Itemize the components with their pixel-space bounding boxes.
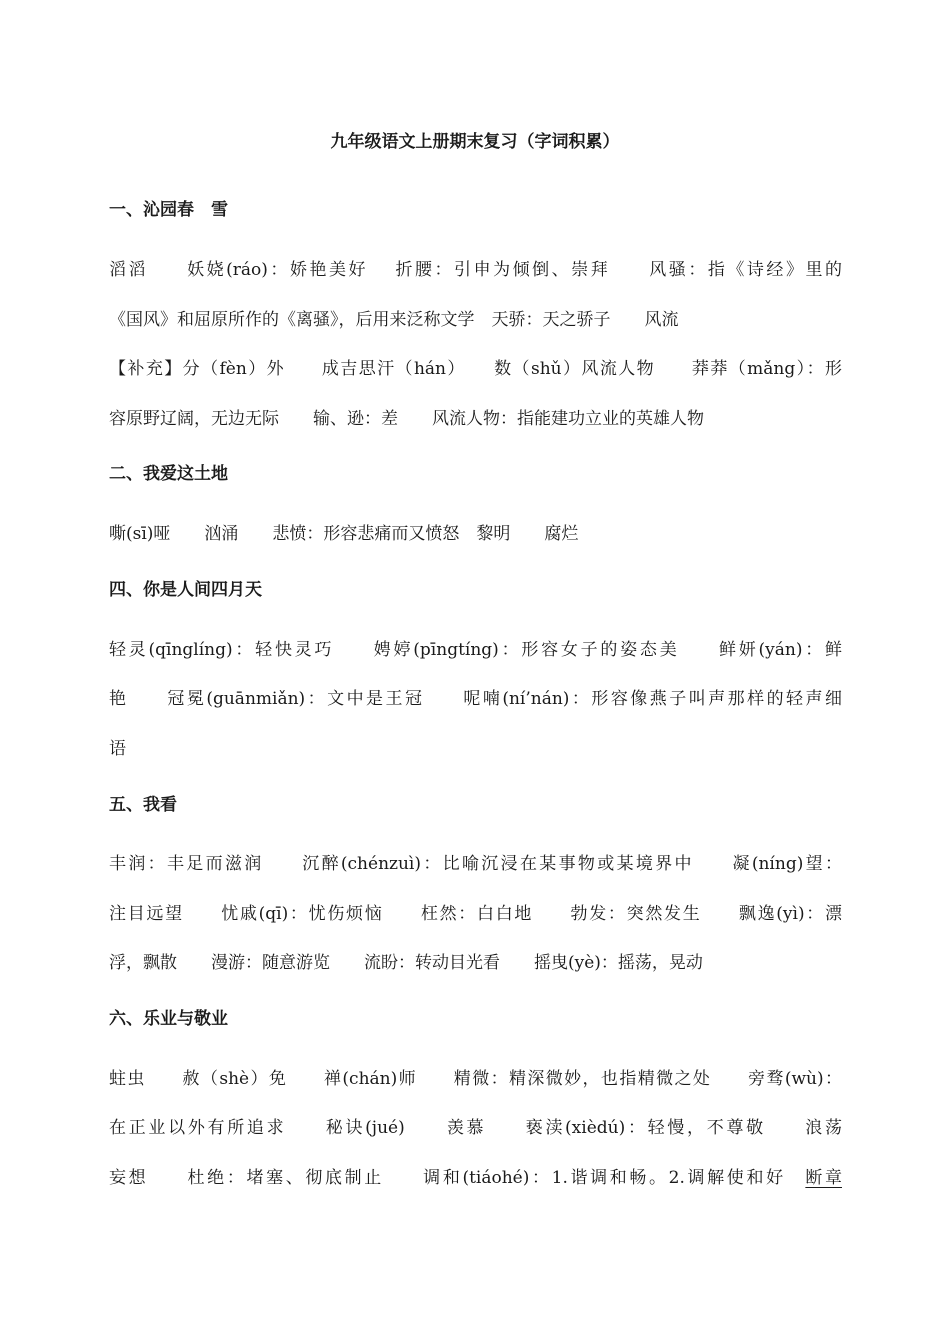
- underlined-term: 断章: [805, 1168, 842, 1188]
- section-heading: 二、我爱这土地: [109, 464, 228, 484]
- text-line: 艳 冠冕(guānmiǎn)：文中是王冠 呢喃(ní’nán)：形容像燕子叫声那样的轻声细: [109, 689, 842, 709]
- text-line: 轻灵(qīnglíng)：轻快灵巧 娉婷(pīngtíng)：形容女子的姿态美 鲜妍(yán)：鲜: [109, 640, 842, 660]
- text-line: 滔滔 妖娆(ráo)：娇艳美好 折腰：引申为倾倒、崇拜 风骚：指《诗经》里的: [109, 260, 842, 280]
- text-line: [109, 1166, 842, 1190]
- text-line: 注目远望 忧戚(qī)：忧伤烦恼 枉然：白白地 勃发：突然发生 飘逸(yì)：漂: [109, 904, 842, 924]
- text-line: 丰润：丰足而滋润 沉醉(chénzuì)：比喻沉浸在某事物或某境界中 凝(níng)望：: [109, 854, 842, 874]
- text-line: 【补充】分（fèn）外 成吉思汗（hán） 数（shǔ）风流人物 莽莽（mǎng）：形: [109, 359, 842, 379]
- text-line: 语: [109, 739, 126, 759]
- text-line: 蛀虫 赦（shè）免 禅(chán)师 精微：精深微妙，也指精微之处 旁骛(wù)：: [109, 1069, 842, 1089]
- text-line-body: 妄想 杜绝：堵塞、彻底制止 调和(tiáohé)：1.谐调和畅。2.调解使和好: [109, 1168, 806, 1188]
- text-line: 在正业以外有所追求 秘诀(jué) 羡慕 亵渎(xièdú)：轻慢，不尊敬 浪荡: [109, 1118, 842, 1138]
- text-line: 浮，飘散 漫游：随意游览 流盼：转动目光看 摇曳(yè)：摇荡，晃动: [109, 953, 703, 973]
- section-heading: 五、我看: [109, 795, 177, 815]
- section-heading: 一、沁园春 雪: [109, 200, 228, 220]
- text-line: 《国风》和屈原所作的《离骚》，后用来泛称文学 天骄：天之骄子 风流: [109, 310, 679, 330]
- section-heading: 四、你是人间四月天: [109, 580, 262, 600]
- text-line: 嘶(sī)哑 汹涌 悲愤：形容悲痛而又愤怒 黎明 腐烂: [109, 524, 579, 544]
- page-title: 九年级语文上册期末复习（字词积累）: [330, 132, 620, 152]
- text-line: 容原野辽阔，无边无际 输、逊：差 风流人物：指能建功立业的英雄人物: [109, 409, 704, 429]
- section-heading: 六、乐业与敬业: [109, 1009, 228, 1029]
